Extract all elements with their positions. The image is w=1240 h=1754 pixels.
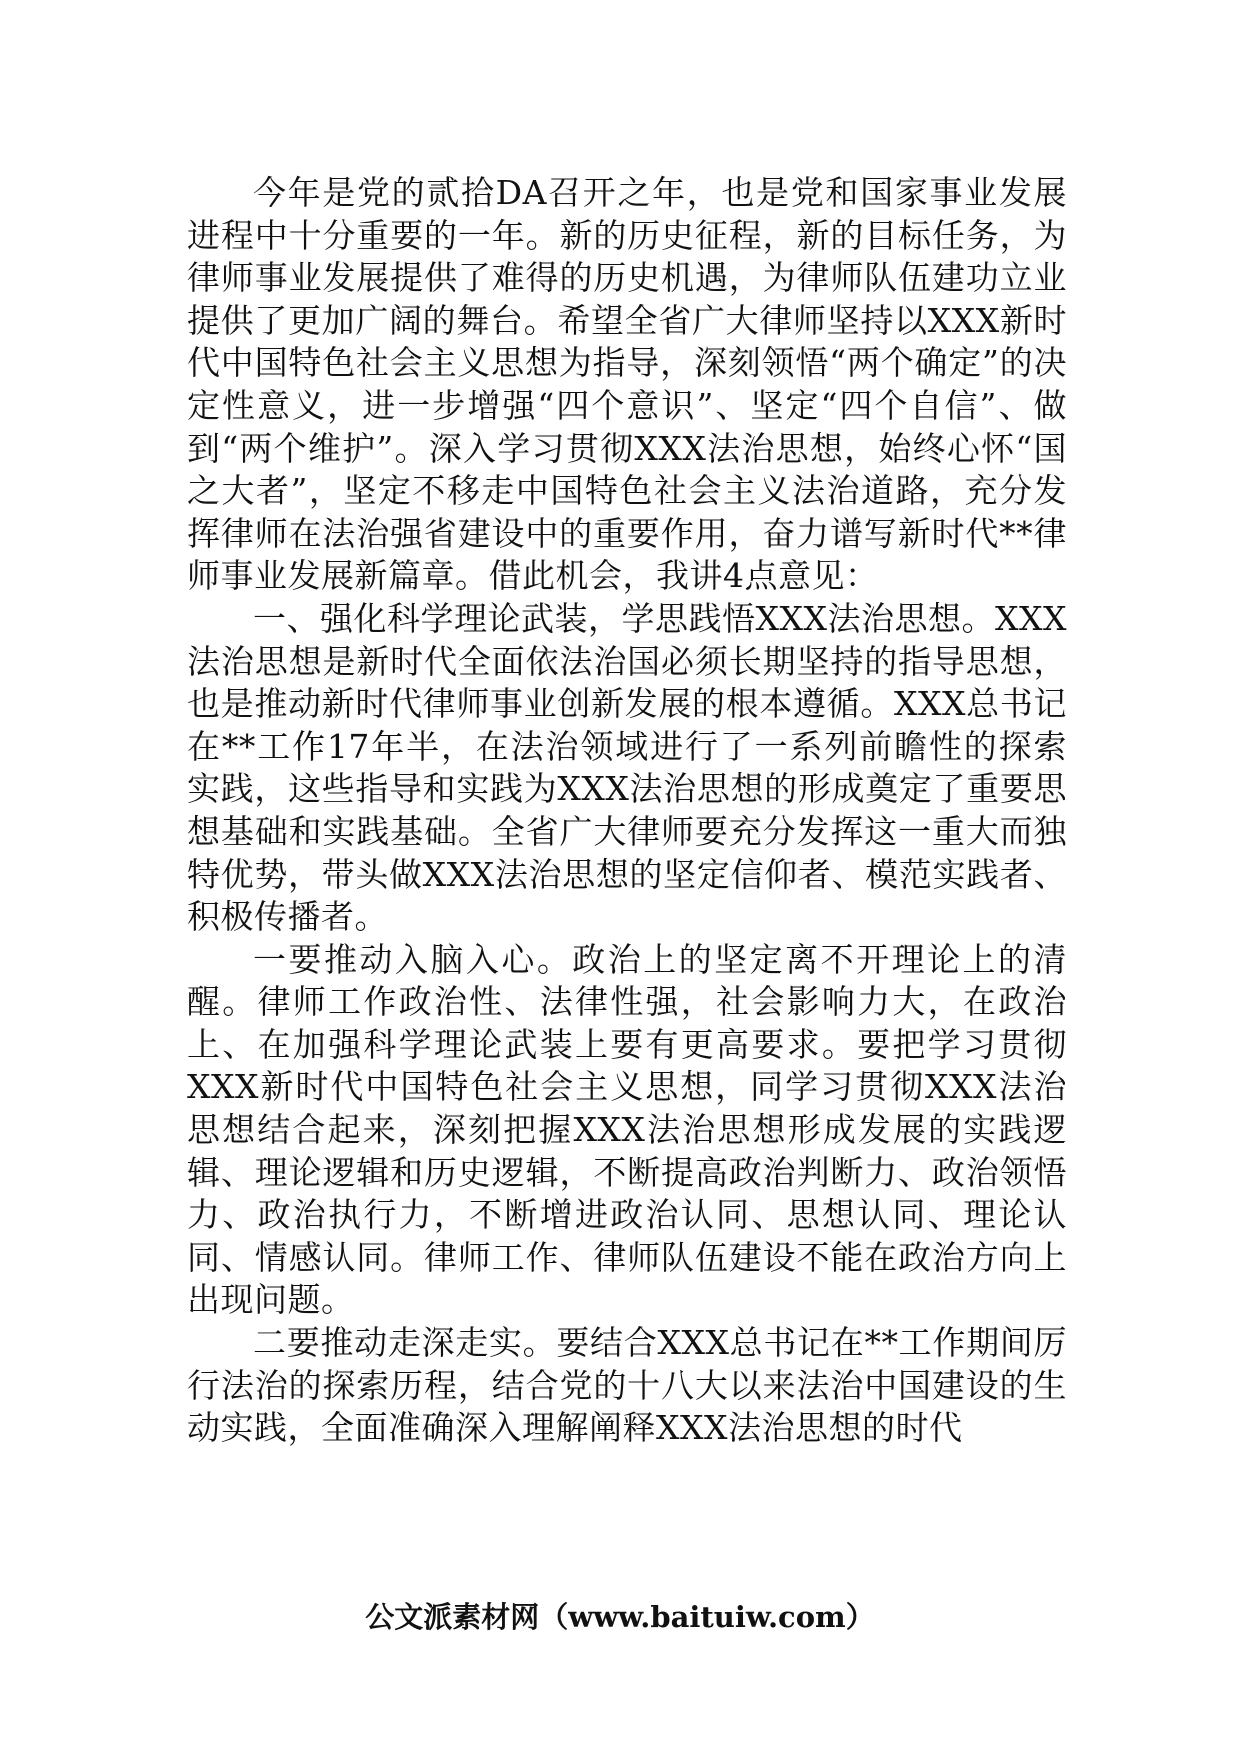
paragraph-section-one: 一、强化科学理论武装，学思践悟XXX法治思想。XXX法治思想是新时代全面依法治国必须长期坚持的指导思想，也是推动新时代律师事业创新发展的根本遵循。XXX总书记在**工作17年半，在法治领域进行了一系列前瞻性的探索实践，这些指导和实践为XXX法治思想的形成奠定了重要思想基础和实践基础。全省广大律师要充分发挥这一重大而独特优势，带头做XXX法治思想的坚定信仰者、模范实践者、积极传播者。 (187, 598, 1067, 937)
paragraph-point-two: 二要推动走深走实。要结合XXX总书记在**工作期间厉行法治的探索历程，结合党的十八大以来法治中国建设的生动实践，全面准确深入理解阐释XXX法治思想的时代 (187, 1323, 1067, 1448)
paragraph-intro: 今年是党的贰拾DA召开之年，也是党和国家事业发展进程中十分重要的一年。新的历史征程，新的目标任务，为律师事业发展提供了难得的历史机遇，为律师队伍建功立业提供了更加广阔的舞台。希望全省广大律师坚持以XXX新时代中国特色社会主义思想为指导，深刻领悟“两个确定”的决定性意义，进一步增强“四个意识”、坚定“四个自信”、做到“两个维护”。深入学习贯彻XXX法治思想，始终心怀“国之大者”，坚定不移走中国特色社会主义法治道路，充分发挥律师在法治强省建设中的重要作用，奋力谱写新时代**律师事业发展新篇章。借此机会，我讲4点意见： (187, 173, 1067, 596)
paragraph-point-one: 一要推动入脑入心。政治上的坚定离不开理论上的清醒。律师工作政治性、法律性强，社会影响力大，在政治上、在加强科学理论武装上要有更高要求。要把学习贯彻XXX新时代中国特色社会主义思想，同学习贯彻XXX法治思想结合起来，深刻把握XXX法治思想形成发展的实践逻辑、理论逻辑和历史逻辑，不断提高政治判断力、政治领悟力、政治执行力，不断增进政治认同、思想认同、理论认同、情感认同。律师工作、律师队伍建设不能在政治方向上出现问题。 (187, 939, 1067, 1320)
document-body (187, 172, 1067, 1450)
page-footer: 公文派素材网（www.baituiw.com） (365, 1600, 875, 1634)
